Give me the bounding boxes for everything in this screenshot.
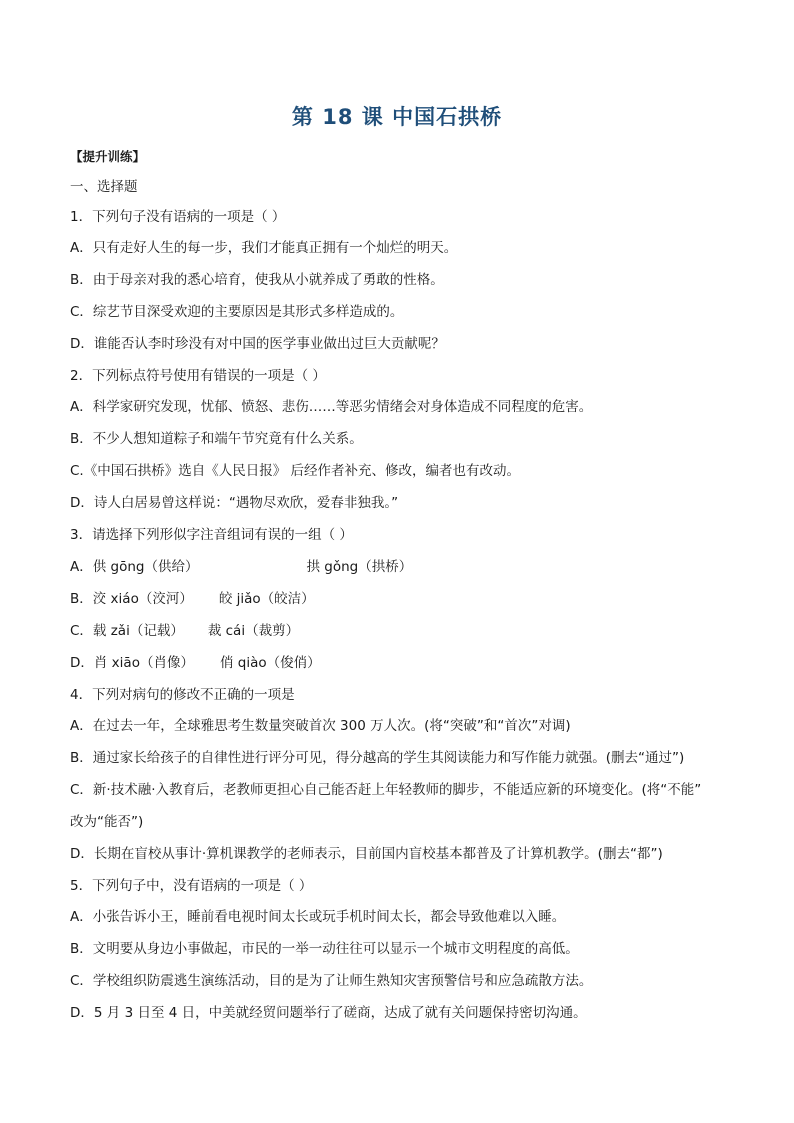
q4-stem: 4．下列对病句的修改不正确的一项是 <box>70 687 295 703</box>
q5-option-b: B．文明要从身边小事做起，市民的一举一动往往可以显示一个城市文明程度的高低。 <box>70 941 579 957</box>
q1-option-d: D．谁能否认李时珍没有对中国的医学事业做出过巨大贡献呢？ <box>70 336 445 352</box>
q1-option-c: C．综艺节目深受欢迎的主要原因是其形式多样造成的。 <box>70 304 404 320</box>
q1-stem: 1．下列句子没有语病的一项是（ ） <box>70 209 286 225</box>
q5-option-d: D．5 月 3 日至 4 日，中美就经贸问题举行了磋商，达成了就有关问题保持密切沟通。 <box>70 1005 587 1021</box>
q3-option-c <box>70 621 299 641</box>
q3-option-a-second: 拱 gǒng（拱桥） <box>306 559 413 575</box>
q3-option-b <box>70 589 315 609</box>
q4-option-c-continued: 改为“能否”) <box>70 814 144 830</box>
q5-stem: 5．下列句子中，没有语病的一项是（ ） <box>70 878 313 894</box>
page-title: 第 18 课 中国石拱桥 <box>291 105 503 129</box>
q3-option-a <box>70 557 412 577</box>
q3-option-c-first: C．载 zǎi（记载） <box>70 623 184 639</box>
section-heading: 【提升训练】 <box>70 149 146 164</box>
q2-option-d: D．诗人白居易曾这样说：“遇物尽欢欣，爱春非独我。” <box>70 495 399 511</box>
q3-stem: 3．请选择下列形似字注音组词有误的一组（ ） <box>70 527 353 543</box>
q2-stem: 2．下列标点符号使用有错误的一项是（ ） <box>70 368 326 384</box>
q3-option-b-first: B．洨 xiáo（洨河） <box>70 591 193 607</box>
q3-option-a-first: A．供 gōng（供给） <box>70 559 199 575</box>
q3-option-d <box>70 653 321 673</box>
q5-option-c: C．学校组织防震逃生演练活动，目的是为了让师生熟知灾害预警信号和应急疏散方法。 <box>70 973 593 989</box>
q1-option-b: B．由于母亲对我的悉心培育，使我从小就养成了勇敢的性格。 <box>70 272 444 288</box>
q4-option-d: D．长期在盲校从事计·算机课教学的老师表示，目前国内盲校基本都普及了计算机教学。(删去“都”) <box>70 846 663 862</box>
q2-option-c: C.《中国石拱桥》选自《人民日报》 后经作者补充、修改，编者也有改动。 <box>70 463 521 479</box>
q3-option-d-second: 俏 qiào（俊俏） <box>219 655 321 671</box>
q4-option-a: A．在过去一年，全球雅思考生数量突破首次 300 万人次。(将“突破”和“首次”对调) <box>70 718 571 734</box>
q3-option-d-first: D．肖 xiāo（肖像） <box>70 655 194 671</box>
q4-option-c: C．新·技术融·入教育后，老教师更担心自己能否赶上年轻教师的脚步，不能适应新的环境变化。(将“不能” <box>70 782 702 798</box>
q2-option-b: B．不少人想知道粽子和端午节究竟有什么关系。 <box>70 431 363 447</box>
part-heading: 一、选择题 <box>70 179 138 195</box>
q3-option-c-second: 裁 cái（裁剪） <box>207 623 300 639</box>
q2-option-a: A．科学家研究发现，忧郁、愤怒、悲伤……等恶劣情绪会对身体造成不同程度的危害。 <box>70 399 593 415</box>
q3-option-b-second: 皎 jiǎo（皎洁） <box>218 591 315 607</box>
q5-option-a: A．小张告诉小王，睡前看电视时间太长或玩手机时间太长，都会导致他难以入睡。 <box>70 909 566 925</box>
q1-option-a: A．只有走好人生的每一步，我们才能真正拥有一个灿烂的明天。 <box>70 240 458 256</box>
q4-option-b: B．通过家长给孩子的自律性进行评分可见，得分越高的学生其阅读能力和写作能力就强。(删去“通过”) <box>70 750 685 766</box>
